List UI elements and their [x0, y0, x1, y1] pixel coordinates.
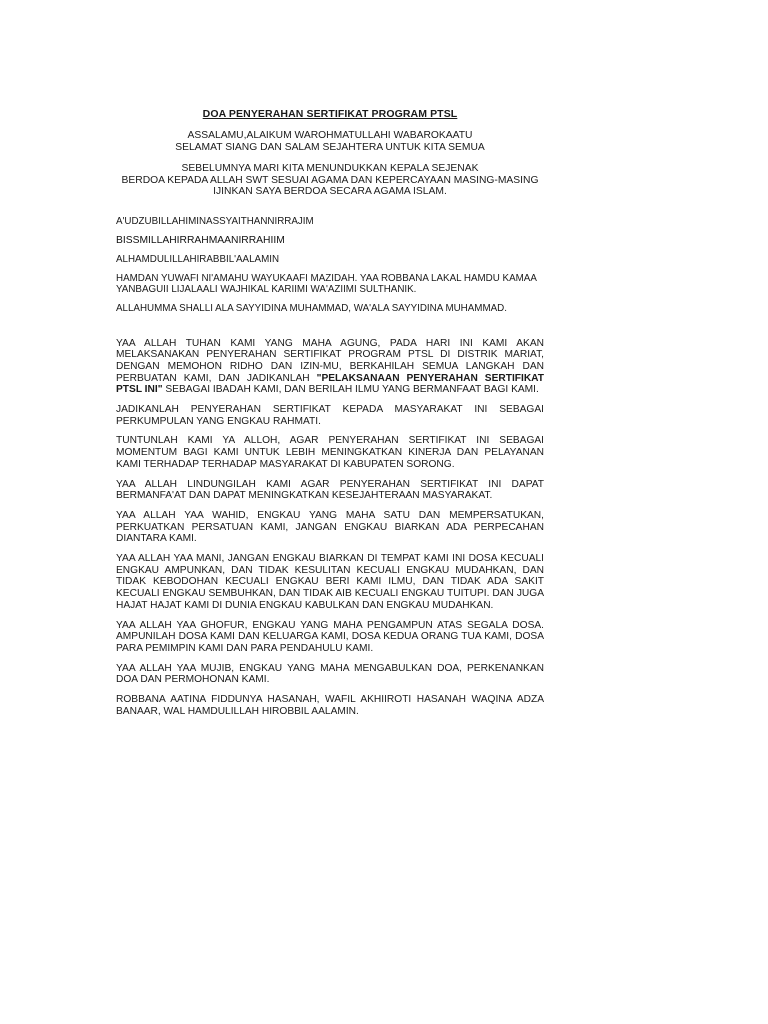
invitation-line: BERDOA KEPADA ALLAH SWT SESUAI AGAMA DAN KEPERCAYAAN MASING-MASING — [121, 174, 539, 186]
prayer-paragraph-2: JADIKANLAH PENYERAHAN SERTIFIKAT KEPADA MASYARAKAT INI SEBAGAI PERKUMPULAN YANG ENGKAU RAHMATI. — [116, 404, 544, 427]
prayer-paragraph-4: YAA ALLAH LINDUNGILAH KAMI AGAR PENYERAHAN SERTIFIKAT INI DAPAT BERMANFA'AT DAN DAPAT MENINGKATKAN KESEJAHTERAAN MASYARAKAT. — [116, 478, 544, 502]
basmalah-line: BISSMILLAHIRRAHMAANIRRAHIIM — [116, 234, 285, 246]
hamdan-paragraph: HAMDAN YUWAFI NI'AMAHU WAYUKAAFI MAZIDAH. YAA ROBBANA LAKAL HAMDU KAMAA YANBAGUII LIJALAALI WAJHIKAL KARIIMI WA'AZIIMI SULTHANIK. — [116, 272, 537, 295]
greeting-block — [116, 130, 544, 153]
prayers-section — [116, 338, 544, 718]
prayer-paragraph-7: YAA ALLAH YAA GHOFUR, ENGKAU YANG MAHA PENGAMPUN ATAS SEGALA DOSA. AMPUNILAH DOSA KAMI DAN KELUARGA KAMI, DOSA KEDUA ORANG TUA KAMI, DOSA PARA PEMIMPIN KAMI DAN PARA PENDAHULU KAMI. — [116, 619, 544, 654]
greeting-line: SELAMAT SIANG DAN SALAM SEJAHTERA UNTUK KITA SEMUA — [175, 141, 485, 153]
document-title: DOA PENYERAHAN SERTIFIKAT PROGRAM PTSL — [202, 108, 458, 120]
taawudz-line: A'UDZUBILLAHIMINASSYAITHANNIRRAJIM — [116, 215, 314, 227]
prayer-1-text: YAA ALLAH TUHAN KAMI YANG MAHA AGUNG, PADA HARI INI KAMI AKAN MELAKSANAKAN PENYERAHAN SERTIFIKAT PROGRAM PTSL DI DISTRIK MARIAT, DENGAN MEMOHON RIDHO DAN IZIN-MU, BERKAHILAH SEMUA LANGKAH DAN PERBUATAN KAMI, DAN JADIKANLAH — [116, 337, 544, 384]
hamdalah-line: ALHAMDULILLAHIRABBIL'AALAMIN — [116, 253, 280, 265]
shalawat-line: ALLAHUMMA SHALLI ALA SAYYIDINA MUHAMMAD, WA'ALA SAYYIDINA MUHAMMAD. — [116, 302, 507, 314]
invitation-line: IJINKAN SAYA BERDOA SECARA AGAMA ISLAM. — [213, 186, 447, 197]
invitation-line: SEBELUMNYA MARI KITA MENUNDUKKAN KEPALA SEJENAK — [181, 163, 479, 174]
prayer-paragraph-5: YAA ALLAH YAA WAHID, ENGKAU YANG MAHA SATU DAN MEMPERSATUKAN, PERKUATKAN PERSATUAN KAMI, JANGAN ENGKAU BIARKAN ADA PERPECAHAN DIANTARA KAMI. — [116, 509, 544, 545]
prayer-paragraph-3: TUNTUNLAH KAMI YA ALLOH, AGAR PENYERAHAN SERTIFIKAT INI SEBAGAI MOMENTUM BAGI KAMI UNTUK LEBIH MENINGKATKAN KINERJA DAN PELAYANAN KAMI TERHADAP TERHADAP MASYARAKAT DI KABUPATEN SORONG. — [116, 435, 544, 470]
prayer-paragraph-6: YAA ALLAH YAA MANI, JANGAN ENGKAU BIARKAN DI TEMPAT KAMI INI DOSA KECUALI ENGKAU AMPUNKAN, DAN TIDAK KESULITAN KECUALI ENGKAU MUDAHKAN, DAN TIDAK KEBODOHAN KECUALI ENGKAU BERI KAMI ILMU, DAN TIDAK ADA SAKIT KECUALI ENGKAU SEMBUHKAN, DAN TIDAK AIB KECUALI ENGKAU TUITUPI. DAN JUGA HAJAT HAJAT KAMI DI DUNIA ENGKAU KABULKAN DAN ENGKAU MUDAHKAN. — [116, 553, 544, 611]
prayer-paragraph-8: YAA ALLAH YAA MUJIB, ENGKAU YANG MAHA MENGABULKAN DOA, PERKENANKAN DOA DAN PERMOHONAN KAMI. — [116, 662, 544, 686]
document-page — [116, 108, 544, 725]
prayer-paragraph-1 — [116, 338, 544, 397]
prayer-1-emphasis: "PELAKSANAAN PENYERAHAN SERTIFIKAT PTSL INI" — [116, 372, 545, 396]
opening-section — [116, 216, 544, 314]
prayer-paragraph-9: ROBBANA AATINA FIDDUNYA HASANAH, WAFIL AKHIIROTI HASANAH WAQINA ADZA BANAAR, WAL HAMDULILLAH HIROBBIL AALAMIN. — [116, 694, 544, 717]
greeting-line: ASSALAMU,ALAIKUM WAROHMATULLAHI WABAROKAATU — [187, 130, 473, 141]
prayer-1-text-end: SEBAGAI IBADAH KAMI, DAN BERILAH ILMU YANG BERMANFAAT BAGI KAMI. — [162, 384, 539, 396]
invitation-block — [116, 163, 544, 198]
